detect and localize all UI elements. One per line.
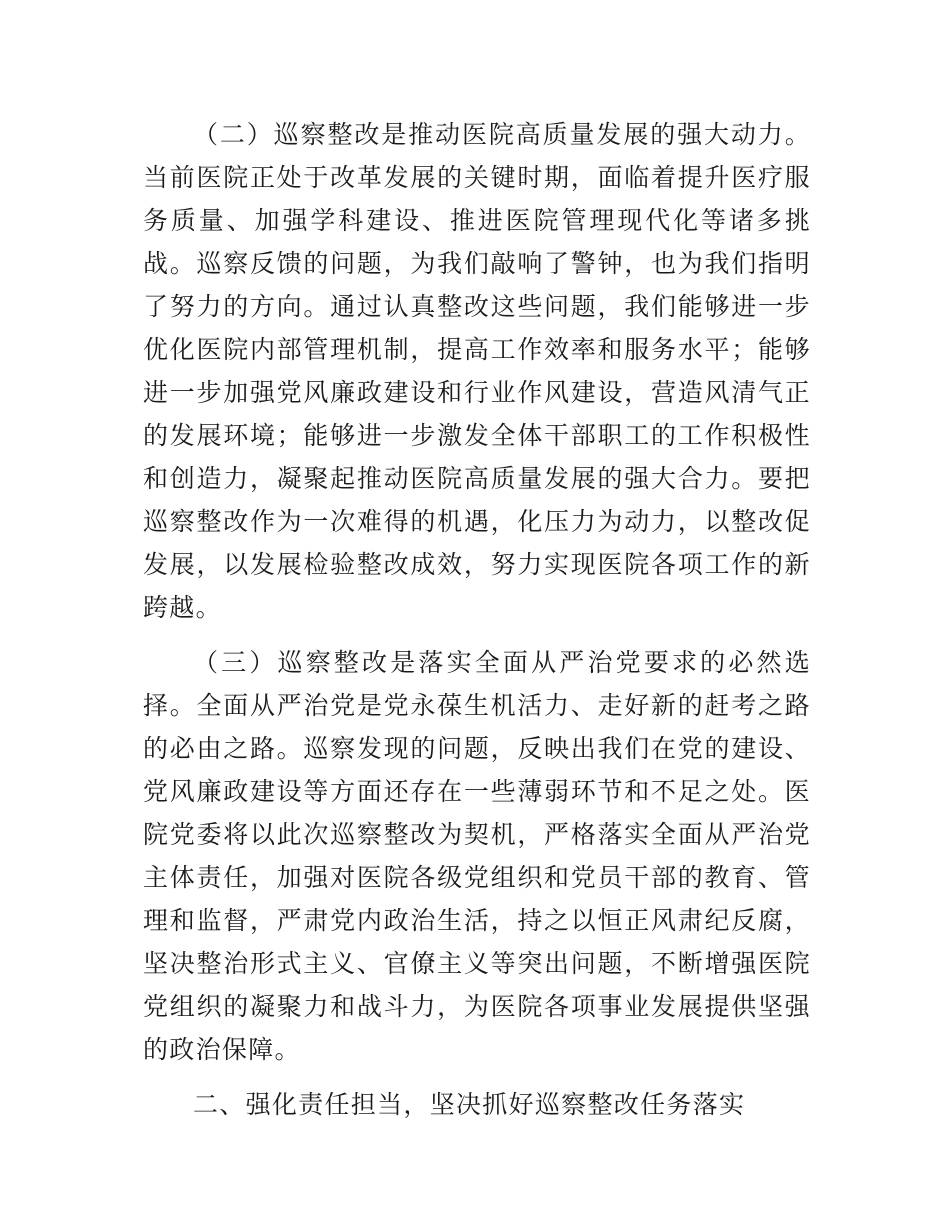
paragraph-three: （三）巡察整改是落实全面从严治党要求的必然选择。全面从严治党是党永葆生机活力、走好新的赶考之路的必由之路。巡察发现的问题，反映出我们在党的建设、党风廉政建设等方面还存在一些薄弱环节和不足之处。医院党委将以此次巡察整改为契机，严格落实全面从严治党主体责任，加强对医院各级党组织和党员干部的教育、管理和监督，严肃党内政治生活，持之以恒正风肃纪反腐，坚决整治形式主义、官僚主义等突出问题，不断增强医院党组织的凝聚力和战斗力，为医院各项事业发展提供坚强的政治保障。 — [143, 648, 811, 1064]
document-body — [143, 113, 811, 1126]
paragraph-two: （二）巡察整改是推动医院高质量发展的强大动力。当前医院正处于改革发展的关键时期，面临着提升医疗服务质量、加强学科建设、推进医院管理现代化等诸多挑战。巡察反馈的问题，为我们敲响了警钟，也为我们指明了努力的方向。通过认真整改这些问题，我们能够进一步优化医院内部管理机制，提高工作效率和服务水平；能够进一步加强党风廉政建设和行业作风建设，营造风清气正的发展环境；能够进一步激发全体干部职工的工作积极性和创造力，凝聚起推动医院高质量发展的强大合力。要把巡察整改作为一次难得的机遇，化压力为动力，以整改促发展，以发展检验整改成效，努力实现医院各项工作的新跨越。 — [143, 120, 811, 622]
section-heading: 二、强化责任担当，坚决抓好巡察整改任务落实 — [193, 1090, 746, 1119]
